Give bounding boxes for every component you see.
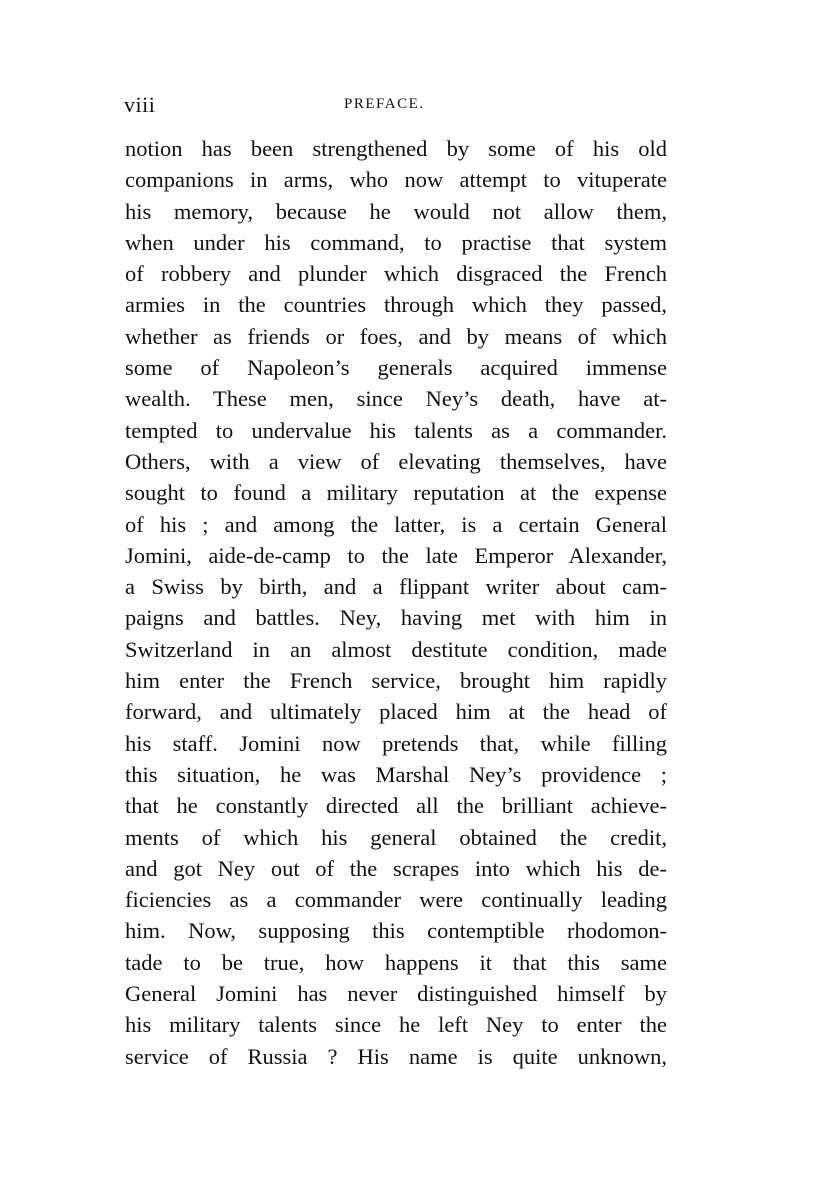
- text-line: him. Now, supposing this contemptible rhodomon-: [125, 918, 667, 944]
- text-line: of his ; and among the latter, is a certain General: [125, 511, 667, 537]
- text-line: whether as friends or foes, and by means of which: [125, 323, 667, 349]
- text-line: Switzerland in an almost destitute condition, made: [125, 636, 667, 662]
- page-header: [124, 92, 669, 122]
- text-line: his military talents since he left Ney to enter the: [125, 1012, 667, 1038]
- text-line: armies in the countries through which they passed,: [125, 292, 667, 318]
- text-line: him enter the French service, brought him rapidly: [125, 668, 667, 694]
- text-line: service of Russia ? His name is quite unknown,: [125, 1043, 667, 1069]
- text-line: companions in arms, who now attempt to vituperate: [125, 167, 667, 193]
- text-line: his staff. Jomini now pretends that, while filling: [125, 730, 667, 756]
- text-line: notion has been strengthened by some of his old: [125, 136, 667, 161]
- text-line: his memory, because he would not allow them,: [125, 198, 667, 224]
- text-line: when under his command, to practise that system: [125, 229, 667, 255]
- text-line: this situation, he was Marshal Ney’s providence ;: [125, 761, 667, 787]
- text-line: that he constantly directed all the brilliant achieve-: [125, 793, 667, 819]
- text-line: paigns and battles. Ney, having met with him in: [125, 605, 667, 631]
- text-line: of robbery and plunder which disgraced the French: [125, 261, 667, 287]
- page-number: viii: [124, 92, 156, 117]
- text-line: Jomini, aide-de-camp to the late Emperor Alexander,: [125, 542, 667, 568]
- body-text: [125, 133, 667, 1072]
- text-line: General Jomini has never distinguished himself by: [125, 981, 667, 1007]
- text-line: Others, with a view of elevating themselves, have: [125, 448, 667, 474]
- text-line: ficiencies as a commander were continually leading: [125, 887, 667, 913]
- running-head: PREFACE.: [344, 96, 425, 112]
- text-line: ments of which his general obtained the credit,: [125, 824, 667, 850]
- text-line: wealth. These men, since Ney’s death, have at-: [125, 386, 667, 412]
- text-line: a Swiss by birth, and a flippant writer about cam-: [125, 574, 667, 600]
- text-line: sought to found a military reputation at the expense: [125, 480, 667, 506]
- text-line: some of Napoleon’s generals acquired immense: [125, 355, 667, 381]
- text-line: tempted to undervalue his talents as a commander.: [125, 417, 667, 443]
- text-line: forward, and ultimately placed him at the head of: [125, 699, 667, 725]
- text-line: tade to be true, how happens it that this same: [125, 949, 667, 975]
- text-line: and got Ney out of the scrapes into which his de-: [125, 855, 667, 881]
